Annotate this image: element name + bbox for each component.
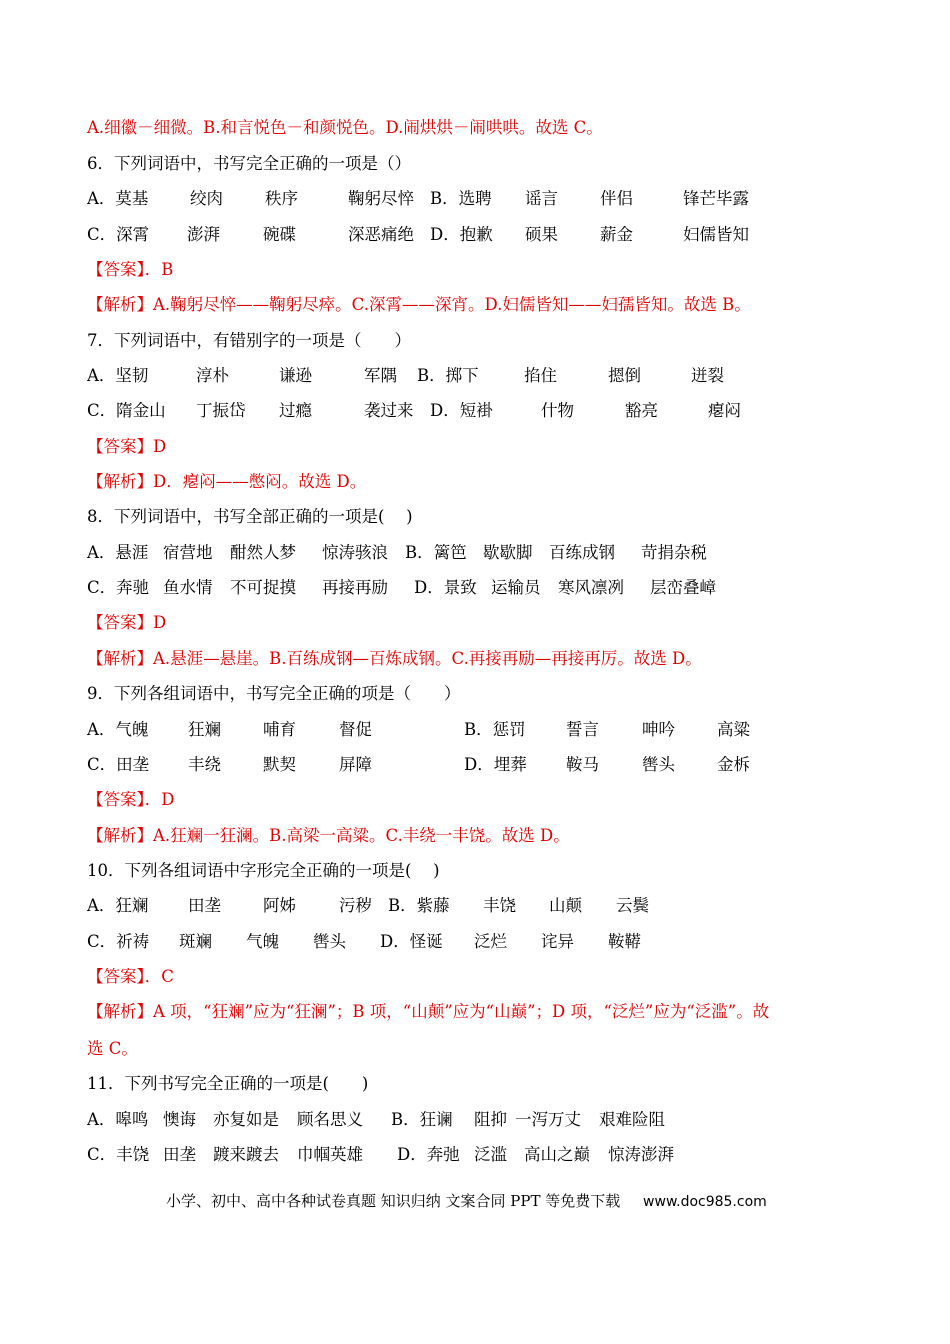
option-item: 淳朴: [196, 366, 229, 385]
option-item: D．怪诞: [380, 932, 443, 951]
question-10-stem: 10．下列各组词语中字形完全正确的一项是( ): [87, 861, 440, 880]
option-item: 不可捉摸: [230, 578, 296, 597]
option-item: 誓言: [566, 720, 599, 739]
option-item: 山颠: [549, 896, 582, 915]
option-item: 鞍马: [566, 755, 599, 774]
question-8-stem: 8．下列词语中，书写全部正确的一项是( ): [87, 507, 413, 526]
option-item: 歇歇脚: [483, 543, 533, 562]
analysis-line: 【解析】D．瘪闷——憋闷。故选 D。: [87, 472, 367, 491]
option-item: 谣言: [525, 189, 558, 208]
option-item: A．狂斓: [87, 896, 149, 915]
option-item: 高山之巅: [524, 1145, 590, 1164]
option-item: D．奔弛: [397, 1145, 460, 1164]
option-item: 宿营地: [163, 543, 213, 562]
option-item: 伴侣: [600, 189, 633, 208]
footer-url[interactable]: www.doc985.com: [643, 1194, 767, 1210]
option-item: 田垄: [188, 896, 221, 915]
option-item: 督促: [339, 720, 372, 739]
option-item: 丰绕: [188, 755, 221, 774]
option-item: 惊涛澎湃: [608, 1145, 674, 1164]
option-item: 污秽: [339, 896, 372, 915]
option-item: 高粱: [717, 720, 750, 739]
option-item: B．紫藤: [388, 896, 450, 915]
option-item: 巾帼英雄: [297, 1145, 363, 1164]
option-item: 锋芒毕露: [683, 189, 749, 208]
option-item: D．短褂: [430, 401, 493, 420]
option-item: 鞍鞯: [608, 932, 641, 951]
option-item: 层峦叠嶂: [650, 578, 716, 597]
option-item: 掐住: [524, 366, 557, 385]
option-item: 辔头: [313, 932, 346, 951]
page-footer: [166, 1190, 767, 1211]
option-item: 再接再励: [322, 578, 388, 597]
option-item: 鱼水情: [163, 578, 213, 597]
option-item: A．莫基: [87, 189, 149, 208]
option-item: 一泻万丈: [515, 1110, 581, 1129]
option-item: 辔头: [642, 755, 675, 774]
answer-label: 【答案】D: [87, 437, 167, 456]
option-item: 迸裂: [691, 366, 724, 385]
option-item: 瘪闷: [708, 401, 741, 420]
option-item: 硕果: [525, 225, 558, 244]
option-item: 踱来踱去: [213, 1145, 279, 1164]
option-item: B．选聘: [430, 189, 492, 208]
option-item: 过瘾: [279, 401, 312, 420]
option-item: C．祈祷: [87, 932, 150, 951]
option-item: 泛滥: [474, 1145, 507, 1164]
option-item: 军隅: [364, 366, 397, 385]
option-item: C．深霄: [87, 225, 150, 244]
option-item: B．惩罚: [464, 720, 526, 739]
answer-label: 【答案】．B: [87, 260, 174, 279]
option-item: A．气魄: [87, 720, 149, 739]
answer-label: 【答案】D: [87, 613, 167, 632]
analysis-line: 【解析】A 项，“狂斓”应为“狂澜”；B 项，“山颠”应为“山巅”；D 项，“泛烂”应为“泛滥”。故: [87, 1002, 770, 1021]
option-item: A．悬涯: [87, 543, 149, 562]
option-item: 亦复如是: [213, 1110, 279, 1129]
option-item: 谦逊: [279, 366, 312, 385]
option-item: 呻吟: [642, 720, 675, 739]
analysis-line-continued: 选 C。: [87, 1039, 138, 1058]
option-item: 绞肉: [190, 189, 223, 208]
option-item: D．抱歉: [430, 225, 493, 244]
option-item: 默契: [263, 755, 296, 774]
option-item: D．埋葬: [464, 755, 527, 774]
option-item: 摁倒: [608, 366, 641, 385]
option-item: 百练成钢: [549, 543, 615, 562]
option-item: 屏障: [339, 755, 372, 774]
option-item: 气魄: [246, 932, 279, 951]
option-item: 阻抑: [474, 1110, 507, 1129]
option-item: 秩序: [265, 189, 298, 208]
question-6-stem: 6．下列词语中，书写完全正确的一项是（）: [87, 154, 411, 173]
option-item: 鞠躬尽悴: [348, 189, 414, 208]
option-item: A．嗥鸣: [87, 1110, 149, 1129]
analysis-line-q5: A.细徽－细微。B.和言悦色－和颜悦色。D.闹烘烘－闹哄哄。故选 C。: [87, 118, 603, 137]
question-9-stem: 9．下列各组词语中，书写完全正确的项是（ ）: [87, 684, 461, 703]
option-item: D．景致: [414, 578, 477, 597]
option-item: 丁振岱: [196, 401, 246, 420]
option-item: C．隋金山: [87, 401, 166, 420]
analysis-line: 【解析】A.鞠躬尽悴——鞠躬尽瘁。C.深霄——深宵。D.妇儒皆知——妇孺皆知。故选 B。: [87, 295, 751, 314]
option-item: B．篱笆: [405, 543, 467, 562]
option-item: 艰难险阻: [599, 1110, 665, 1129]
option-item: 袭过来: [364, 401, 414, 420]
option-item: 寒风凛冽: [558, 578, 624, 597]
option-item: B．掷下: [417, 366, 479, 385]
option-item: 泛烂: [474, 932, 507, 951]
option-item: 苛捐杂税: [641, 543, 707, 562]
option-item: 豁亮: [625, 401, 658, 420]
answer-label: 【答案】．C: [87, 967, 174, 986]
option-item: 碗碟: [263, 225, 296, 244]
option-item: 哺育: [263, 720, 296, 739]
option-item: 惊涛骇浪: [322, 543, 388, 562]
option-item: 酣然人梦: [230, 543, 296, 562]
option-item: 什物: [541, 401, 574, 420]
option-item: 澎湃: [187, 225, 220, 244]
option-item: 斑斓: [179, 932, 212, 951]
option-item: 金柝: [717, 755, 750, 774]
footer-text: 小学、初中、高中各种试卷真题 知识归纳 文案合同 PPT 等免费下载: [166, 1192, 621, 1210]
option-item: 阿姊: [263, 896, 296, 915]
option-item: 田垄: [163, 1145, 196, 1164]
analysis-line: 【解析】A.狂斓一狂澜。B.高梁一高粱。C.丰绕一丰饶。故选 D。: [87, 826, 570, 845]
option-item: 丰饶: [483, 896, 516, 915]
question-7-stem: 7．下列词语中，有错别字的一项是（ ）: [87, 331, 411, 350]
option-item: 懊诲: [163, 1110, 196, 1129]
option-item: 狂斓: [188, 720, 221, 739]
option-item: C．丰饶: [87, 1145, 150, 1164]
option-item: 顾名思义: [297, 1110, 363, 1129]
option-item: A．坚韧: [87, 366, 149, 385]
option-item: C．奔驰: [87, 578, 150, 597]
analysis-line: 【解析】A.悬涯—悬崖。B.百练成钢—百炼成钢。C.再接再励—再接再厉。故选 D。: [87, 649, 702, 668]
option-item: 妇儒皆知: [683, 225, 749, 244]
option-item: 深恶痛绝: [348, 225, 414, 244]
option-item: 薪金: [600, 225, 633, 244]
question-11-stem: 11．下列书写完全正确的一项是( ): [87, 1074, 369, 1093]
option-item: 运输员: [491, 578, 541, 597]
answer-label: 【答案】．D: [87, 790, 175, 809]
option-item: 云鬓: [616, 896, 649, 915]
option-item: B．狂谰: [391, 1110, 453, 1129]
option-item: C．田垄: [87, 755, 150, 774]
option-item: 诧异: [541, 932, 574, 951]
